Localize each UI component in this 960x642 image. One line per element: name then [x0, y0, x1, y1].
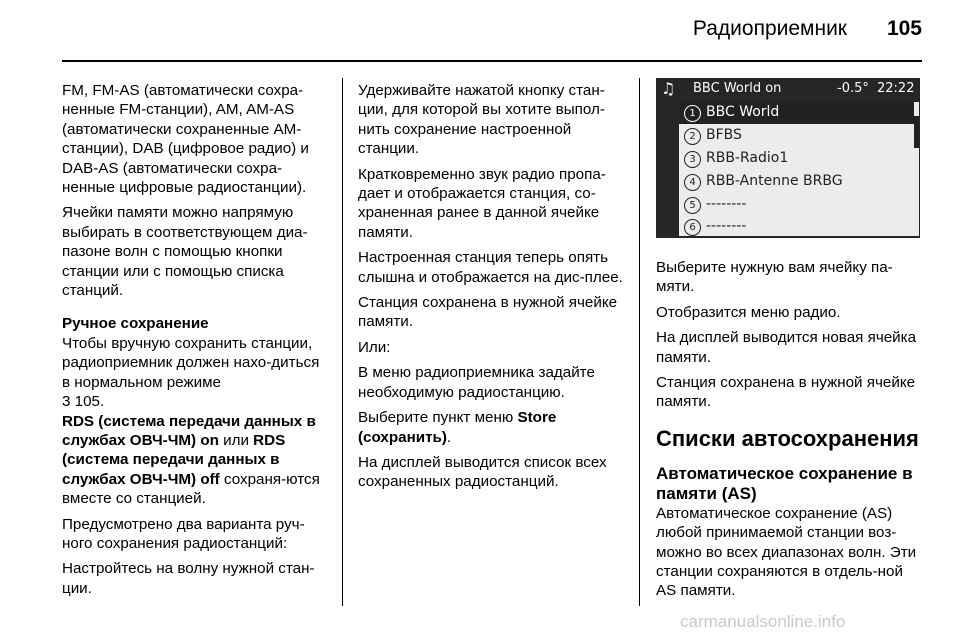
column-3	[656, 258, 924, 607]
preset-number: 3	[684, 151, 701, 168]
section-heading-manual: Ручное сохранение	[62, 315, 209, 333]
text: сохраня-ются вместе со станцией.	[62, 470, 320, 508]
header-rule	[62, 60, 922, 62]
scrollbar-thumb[interactable]	[914, 116, 919, 148]
store-menu-item-label: Store (сохранить)	[358, 409, 557, 446]
station-list-item[interactable]	[679, 194, 914, 216]
text: или	[218, 431, 254, 449]
station-name: BFBS	[706, 127, 742, 143]
section-heading-autostore-lists: Списки автосохранения	[656, 425, 919, 451]
paragraph: Автоматическое сохранение (AS) любой принимаемой станции воз-можно во всех диапазонах волн. Эти станции сохраняются в отдель-ной AS памяти.	[656, 504, 917, 600]
text: Выберите пункт меню	[358, 409, 518, 427]
paragraph: Ячейки памяти можно напрямую выбирать в соответствующем диа-пазоне волн с помощью кнопки станции или с помощью списка станций.	[62, 204, 308, 300]
paragraph: Станция сохранена в нужной ячейке памяти.	[358, 294, 618, 331]
column-2	[358, 81, 626, 498]
preset-number: 6	[684, 219, 701, 236]
column-divider-2	[639, 78, 640, 606]
list-scrollbar[interactable]	[914, 102, 919, 236]
station-name: RBB-Radio1	[706, 150, 789, 166]
page-reference[interactable]: 3 105.	[62, 393, 105, 411]
radio-display-screenshot	[656, 78, 920, 238]
paragraph	[62, 334, 330, 392]
text: .	[446, 428, 452, 446]
paragraph: FM, FM-AS (автоматически сохра-ненные FM-станции), AM, AM-AS (автоматически сохраненные AM-станции), DAB (цифровое радио) и DAB-AS (автоматически сохра-ненные цифровые радиостанции).	[62, 82, 309, 197]
column-divider-1	[342, 78, 343, 606]
column-1	[62, 81, 330, 604]
station-list-item[interactable]	[679, 125, 914, 147]
paragraph: На дисплей выводится список всех сохраненных радиостанций.	[358, 453, 607, 491]
station-list	[679, 102, 914, 236]
station-name: --------	[706, 196, 747, 212]
station-name: RBB-Antenne BRBG	[706, 173, 843, 189]
page-header-title: Радиоприемник	[692, 17, 847, 40]
text: Чтобы вручную сохранить станции, радиоприемник должен нахо-диться в нормальном режиме	[62, 334, 320, 391]
paragraph: Предусмотрено два варианта руч-ного сохранения радиостанций:	[62, 515, 305, 552]
paragraph: Настроенная станция теперь опять слышна и отображается на дис-плее.	[358, 249, 623, 286]
paragraph-rds	[62, 412, 330, 509]
paragraph: Отобразится меню радио.	[656, 303, 841, 321]
paragraph: Удерживайте нажатой кнопку стан-ции, для которой вы хотите выпол-нить сохранение настроенной станции.	[358, 82, 605, 158]
preset-number: 4	[684, 174, 701, 191]
station-list-item[interactable]	[679, 148, 914, 170]
preset-number: 1	[684, 105, 701, 122]
rds-on-label: RDS (система передачи данных в службах ОВЧ-ЧМ) on	[62, 412, 316, 449]
subsection-heading-autostore: Автоматическое сохранение в памяти (AS)	[656, 463, 913, 503]
clock: 22:22	[877, 81, 915, 96]
paragraph: Настройтесь на волну нужной стан-ции.	[62, 560, 315, 597]
display-status-bar	[656, 78, 920, 102]
page-number: 105	[886, 17, 922, 40]
station-name: --------	[706, 218, 747, 234]
current-station: BBC World on	[693, 81, 782, 96]
station-list-item[interactable]	[679, 171, 914, 193]
paragraph: Выберите нужную вам ячейку па-мяти.	[656, 259, 893, 296]
paragraph: Или:	[358, 338, 391, 356]
preset-number: 2	[684, 128, 701, 145]
music-note-icon: ♫	[661, 79, 676, 98]
preset-number: 5	[684, 197, 701, 214]
paragraph: В меню радиоприемника задайте необходимую радиостанцию.	[358, 364, 595, 401]
paragraph: Станция сохранена в нужной ячейке памяти.	[656, 374, 916, 411]
paragraph: На дисплей выводится новая ячейка памяти.	[656, 329, 917, 366]
station-list-item[interactable]	[679, 102, 914, 124]
watermark: carmanualsonline.info	[680, 612, 846, 631]
temperature: -0.5°	[837, 81, 869, 96]
station-name: BBC World	[706, 104, 780, 120]
paragraph: Кратковременно звук радио пропа-дает и отображается станция, со-храненная ранее в данной ячейке памяти.	[358, 165, 606, 241]
station-list-item[interactable]	[679, 216, 914, 238]
rds-off-label: RDS (система передачи данных в службах ОВЧ-ЧМ) off	[62, 431, 286, 488]
paragraph	[358, 408, 626, 447]
